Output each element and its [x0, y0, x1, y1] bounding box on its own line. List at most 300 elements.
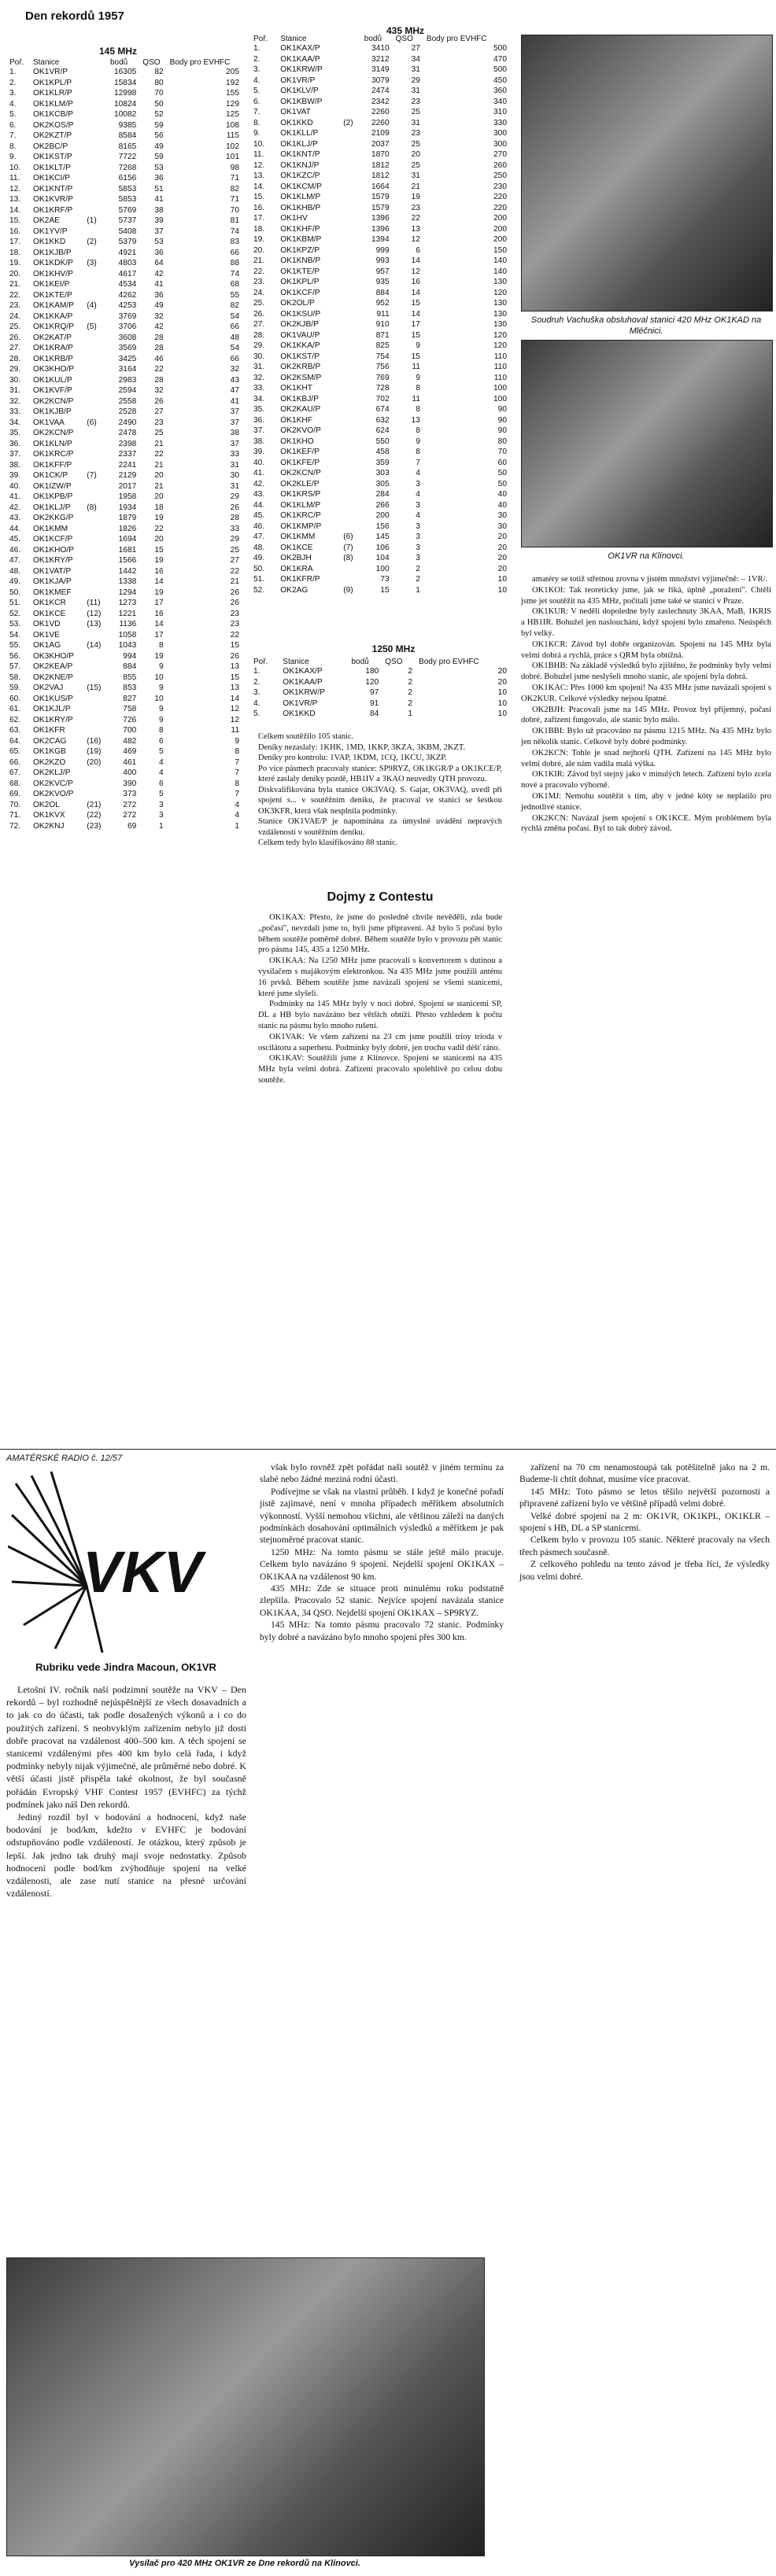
- table-cell: 624: [375, 426, 390, 435]
- table-cell: 952: [375, 299, 390, 308]
- table-cell: 1870: [371, 150, 390, 159]
- table-cell: 34.: [253, 394, 265, 404]
- table-cell: 68.: [9, 779, 21, 788]
- table-cell: (13): [87, 620, 102, 628]
- table-cell: 110: [493, 373, 507, 382]
- table-cell: [340, 256, 361, 267]
- table-cell: 6: [416, 245, 420, 255]
- table-cell: 29: [230, 492, 239, 501]
- table-cell: [340, 64, 361, 76]
- table-cell: 156: [375, 521, 390, 531]
- table-cell: 73: [380, 575, 390, 584]
- table-cell: 3410: [371, 44, 390, 53]
- table-cell: 1.: [253, 667, 261, 676]
- table-cell: [83, 290, 107, 301]
- table-cell: 200: [493, 235, 507, 244]
- table-cell: 2260: [371, 108, 390, 116]
- table-cell: OK3KHO/P: [32, 651, 75, 661]
- table-cell: OK1KCE: [32, 609, 66, 618]
- table-cell: 360: [493, 87, 507, 95]
- table-cell: 4: [235, 811, 239, 820]
- table-cell: 27: [230, 556, 239, 565]
- table-cell: OK1KHF/P: [280, 224, 320, 234]
- table-cell: OK2KZT/P: [32, 131, 72, 140]
- table-row: [250, 553, 510, 564]
- table-cell: 2558: [118, 396, 137, 406]
- table-cell: 49.: [9, 577, 21, 586]
- table-cell: 53: [154, 163, 164, 172]
- table-cell: 1812: [371, 171, 390, 180]
- table-cell: 13: [411, 224, 420, 234]
- table-cell: 71: [230, 195, 239, 204]
- table-cell: 21.: [253, 256, 265, 265]
- table-cell: 300: [493, 139, 507, 149]
- table-cell: [83, 109, 107, 120]
- table-cell: OK1VAT/P: [32, 566, 72, 576]
- table-cell: 1826: [118, 524, 137, 533]
- table-cell: OK2OL/P: [280, 299, 315, 308]
- table-cell: 57.: [9, 662, 21, 671]
- table-cell: 37.: [253, 426, 265, 435]
- table-cell: 52: [154, 110, 164, 119]
- table-cell: 9: [159, 715, 164, 724]
- table-cell: 1: [416, 585, 420, 595]
- table-row: [6, 789, 242, 800]
- table-cell: 12: [411, 235, 420, 244]
- paragraph: OK1VAK: Ve všem zařízení na 23 cm jsme použili trioy trioda v oscilátoru a superhetu. Podmínky byly dobré, jen trochu vadil déšť ráno.: [258, 1032, 502, 1052]
- table-cell: 9385: [118, 120, 137, 130]
- table-cell: [340, 458, 361, 469]
- table-cell: 266: [375, 500, 390, 510]
- table-row: [6, 630, 242, 641]
- table-row: [6, 524, 242, 535]
- table-cell: [83, 354, 107, 365]
- table-cell: 2.: [253, 54, 261, 64]
- table-cell: [83, 78, 107, 89]
- table-row: [6, 311, 242, 322]
- table-cell: 53.: [9, 620, 21, 628]
- table-row: [250, 277, 510, 288]
- table-row: [250, 171, 510, 182]
- table-cell: OK1VAU/P: [280, 330, 320, 340]
- table-cell: 3769: [118, 311, 137, 321]
- table-cell: [340, 160, 361, 171]
- table-cell: 3608: [118, 333, 137, 342]
- table-row: [6, 503, 242, 514]
- table-cell: 1879: [118, 514, 137, 522]
- table-cell: 11.: [9, 174, 20, 182]
- table-cell: 2.: [9, 78, 17, 87]
- table-cell: 2109: [371, 129, 390, 138]
- table-cell: 12: [230, 705, 239, 713]
- table-cell: 1058: [118, 630, 137, 639]
- table-cell: 18: [154, 503, 164, 512]
- table-cell: 16.: [253, 203, 265, 212]
- table-cell: 3: [416, 479, 420, 488]
- table-row: [250, 564, 510, 575]
- table-row: [6, 725, 242, 736]
- table-cell: 6: [159, 736, 164, 746]
- paragraph: Podívejme se však na vlastní průběh. I když je konečné pořadí jistě zajímavé, není v mnoha případech měřítkem absolutních výkonností. Vyšší nemohou všichni, ale většinou záleží na daných podmínkách dosahování optimálních výsledků a měřítkem je pak stejnoměrné pracovat stanic.: [260, 1486, 504, 1546]
- table-cell: [340, 245, 361, 256]
- table-cell: OK1KHB/P: [280, 203, 321, 212]
- table-cell: 55: [230, 290, 239, 300]
- table-cell: 66: [230, 354, 239, 363]
- table-cell: 31: [411, 118, 420, 127]
- table-cell: [83, 768, 107, 779]
- table-row: [6, 194, 242, 205]
- table-cell: 230: [493, 182, 507, 191]
- table-cell: OK1KHO/P: [32, 545, 75, 555]
- table-cell: 42: [154, 269, 164, 278]
- table-cell: 1136: [119, 620, 137, 628]
- table-cell: 11.: [253, 150, 264, 159]
- table-row: [250, 532, 510, 543]
- table-cell: 10: [154, 694, 164, 703]
- table-cell: 9: [159, 662, 164, 671]
- table-cell: 31.: [9, 386, 21, 395]
- table-cell: [83, 524, 107, 535]
- table-cell: 14: [411, 309, 420, 319]
- table-row: [6, 248, 242, 259]
- table-cell: 40: [497, 500, 507, 510]
- table-cell: 69: [127, 821, 137, 831]
- table-cell: 8.: [253, 118, 261, 127]
- table-cell: 5408: [118, 227, 137, 236]
- table-cell: 11: [231, 726, 239, 735]
- table-row: [6, 662, 242, 673]
- table-cell: 21: [154, 460, 164, 470]
- table-cell: [83, 428, 107, 439]
- table-cell: OK1KCM/P: [280, 182, 322, 191]
- table-cell: 46: [154, 354, 164, 363]
- table-cell: [83, 662, 107, 673]
- table-cell: 1664: [371, 182, 390, 191]
- table-cell: 24.: [9, 311, 21, 321]
- table-row: [6, 534, 242, 545]
- table-cell: 1: [235, 821, 239, 831]
- paragraph: však bylo rovněž zpět pořádat naši soutěž v jiném termínu za slabé nebo žádné meziná rodní účasti.: [260, 1462, 504, 1485]
- table-cell: [83, 173, 107, 184]
- table-cell: 19.: [9, 259, 21, 267]
- table-cell: 3706: [118, 322, 137, 331]
- table-cell: 4803: [118, 259, 137, 267]
- paragraph: OK1MJ: Nemohu soutěžit s tím, aby v jedné kóty se neplatilo pro jednotlivé stanice.: [521, 791, 771, 812]
- table-cell: 2: [408, 688, 413, 697]
- table-cell: 270: [493, 150, 507, 159]
- table-row: [250, 160, 510, 171]
- table-cell: 8: [159, 726, 164, 735]
- table-cell: 728: [375, 384, 390, 392]
- table-cell: 2478: [118, 429, 137, 437]
- paragraph: OK2KCN: Navázal jsem spojení s OK1KCE. Mým problémem byla rychlá změna počasí. Byl to tak dobrý závod.: [521, 813, 771, 834]
- table-cell: OK1KLJ/P: [280, 139, 318, 149]
- table-cell: (19): [87, 747, 102, 756]
- table-cell: 5.: [253, 709, 261, 718]
- table-row: [250, 43, 510, 54]
- table-cell: (21): [87, 800, 102, 809]
- table-row: [250, 76, 510, 87]
- table-cell: OK1KRB/P: [32, 354, 73, 363]
- table-cell: OK2KLE/P: [280, 479, 320, 488]
- table-cell: OK1KLM/P: [280, 500, 321, 510]
- table-cell: 26.: [9, 333, 21, 342]
- column-header: Stanice: [283, 658, 309, 666]
- table-cell: 15834: [113, 78, 137, 87]
- table-cell: 61.: [9, 705, 21, 713]
- table-cell: 100: [493, 384, 507, 392]
- table-cell: [83, 227, 107, 238]
- table-cell: 330: [493, 118, 507, 127]
- table-cell: 37: [230, 418, 239, 427]
- table-cell: 4: [416, 469, 420, 477]
- table-cell: [83, 789, 107, 800]
- table-cell: 700: [123, 726, 137, 735]
- table-cell: 22: [154, 365, 164, 374]
- table-cell: (6): [87, 418, 97, 427]
- table-row: [250, 213, 510, 224]
- table-cell: 10: [154, 673, 164, 682]
- table-cell: [340, 341, 361, 352]
- table-cell: 3: [416, 543, 420, 552]
- table-cell: [83, 694, 107, 705]
- table-cell: 66: [230, 322, 239, 331]
- table-cell: 42.: [9, 503, 21, 512]
- table-cell: 13.: [9, 195, 21, 204]
- table-cell: 50: [497, 469, 507, 477]
- table-cell: [83, 725, 107, 736]
- table-cell: 23: [411, 97, 420, 106]
- paragraph: OK1KUR: V neděli dopoledne byly zaslechnuty 3KAA, MaB, 1KRIS a HB1IR. Bohužel jen naslouchání, když spojení bylo zmařeno. Neúspěch byl velký.: [521, 607, 771, 638]
- table-row: [250, 362, 510, 373]
- table-cell: OK1KSU/P: [280, 309, 321, 319]
- table-cell: 12998: [113, 89, 137, 98]
- table-row: [6, 715, 242, 726]
- table-cell: 400: [123, 768, 137, 777]
- table-cell: OK1KLT/P: [32, 163, 71, 172]
- table-cell: OK1IZW/P: [32, 481, 72, 491]
- table-cell: 28: [230, 514, 239, 522]
- bottom-column-3: [519, 1461, 770, 1583]
- table-cell: 72.: [9, 821, 21, 831]
- table-cell: 17.: [9, 238, 21, 246]
- table-cell: 4.: [253, 698, 261, 708]
- table-cell: 65.: [9, 747, 21, 756]
- table-cell: 5: [159, 790, 164, 798]
- table-cell: 37: [154, 227, 164, 236]
- table-row: [6, 800, 242, 811]
- table-cell: 37.: [9, 450, 21, 459]
- table-1250: [250, 658, 510, 720]
- paragraph: OK1KCR: Závod byl dobře organizován. Spojení na 145 MHz byla velmi dobrá a rychlá, práce s QRM byla obtížná.: [521, 639, 771, 660]
- table-cell: 21: [230, 577, 239, 586]
- table-cell: OK1KAA/P: [280, 54, 320, 64]
- table-row: [250, 298, 510, 309]
- table-row: [6, 333, 242, 344]
- column-header: QSO: [142, 58, 161, 67]
- table-cell: 43.: [9, 514, 21, 522]
- table-cell: [340, 319, 361, 330]
- table-cell: 1043: [118, 641, 137, 650]
- table-row: [6, 428, 242, 439]
- table-cell: 35.: [253, 405, 265, 414]
- table-cell: OK1KFE/P: [280, 458, 320, 467]
- table-cell: 43.: [253, 490, 265, 499]
- table-row: [250, 426, 510, 437]
- table-cell: [83, 566, 107, 577]
- table-row: [6, 449, 242, 460]
- table-cell: OK1KEI/P: [32, 280, 70, 289]
- table-cell: OK2KKG/P: [32, 514, 74, 522]
- column-header: [340, 35, 361, 43]
- table-cell: 35.: [9, 429, 21, 437]
- table-cell: 10.: [9, 163, 21, 172]
- table-cell: OK1KPB/P: [32, 492, 73, 501]
- table-cell: 36.: [9, 439, 21, 448]
- table-row: [250, 383, 510, 394]
- table-cell: 74: [230, 227, 239, 236]
- column-header: bodů: [364, 35, 382, 43]
- table-cell: 14: [154, 620, 164, 628]
- table-cell: 90: [497, 405, 507, 414]
- paragraph: OK1KAA: Na 1250 MHz jsme pracovali s konvertorem s dutinou a vysílačem s majákovým elektronkou. Na 435 MHz jsme použili anténu 16 prvků. Během soutěže jsme navázali spojení se všemi stanicemi, které jsme slyšeli.: [258, 956, 502, 998]
- table-cell: 7722: [118, 153, 137, 161]
- table-cell: 13: [230, 684, 239, 692]
- table-cell: OK1KHV/P: [32, 269, 73, 278]
- contest-text: [258, 912, 502, 1086]
- table-cell: 39.: [253, 448, 265, 456]
- table-cell: 2594: [118, 386, 137, 395]
- table-cell: (11): [87, 599, 101, 607]
- table-cell: 5853: [118, 195, 137, 204]
- table-435: [250, 35, 510, 595]
- table-cell: 373: [123, 790, 137, 798]
- table-cell: 3212: [371, 54, 390, 64]
- table-cell: 41: [154, 280, 164, 289]
- paragraph: OK1BBI: Bylo už pracováno na pásmu 1215 MHz. Na 435 MHz bylo jen několik stanic. Celkově byly dobré podmínky.: [521, 727, 771, 746]
- table-cell: 97: [369, 688, 379, 697]
- table-cell: [83, 715, 107, 726]
- table-cell: 74: [230, 269, 239, 278]
- table-cell: 935: [375, 278, 390, 286]
- table-cell: 64.: [9, 736, 21, 746]
- photo-420mhz-transmitter: [6, 2257, 485, 2556]
- table-cell: 2474: [371, 87, 390, 95]
- table-cell: [83, 492, 107, 503]
- table-cell: 130: [493, 320, 507, 329]
- table-cell: 7.: [253, 108, 261, 116]
- table-row: [6, 385, 242, 396]
- table-cell: 999: [375, 245, 390, 255]
- table-cell: 130: [493, 299, 507, 308]
- table-row: [250, 234, 510, 245]
- table-cell: 7: [416, 458, 420, 467]
- magazine-header: AMATÉRSKÉ RADIO č. 12/57: [6, 1454, 123, 1463]
- table-cell: 120: [493, 288, 507, 297]
- table-cell: 14: [411, 256, 420, 265]
- table-cell: (4): [87, 301, 97, 310]
- table-cell: 200: [375, 511, 390, 520]
- table-cell: 66: [230, 248, 239, 257]
- table-cell: 36: [154, 248, 164, 257]
- table-cell: OK1CK/P: [32, 471, 68, 480]
- table-row: [250, 709, 510, 720]
- table-row: [6, 152, 242, 163]
- table-cell: 110: [493, 352, 507, 361]
- table-cell: (9): [343, 585, 353, 595]
- table-cell: 5737: [118, 216, 137, 225]
- table-cell: OK2KCN/P: [280, 469, 321, 477]
- table-cell: [340, 234, 361, 245]
- table-cell: OK1KAX/P: [283, 667, 323, 676]
- table-cell: 59: [154, 120, 164, 130]
- table-row: [250, 192, 510, 203]
- table-cell: 756: [375, 363, 390, 371]
- table-cell: 16.: [9, 227, 21, 236]
- table-cell: 250: [493, 171, 507, 180]
- table-cell: 101: [226, 153, 239, 161]
- table-row: [6, 779, 242, 790]
- table-cell: 8: [416, 384, 420, 392]
- table-cell: OK1VAA: [32, 418, 65, 427]
- paragraph: Velké dobré spojení na 2 m: OK1VR, OK1KPL, OK1KLR – spojení s HB, DL a SP stanicemi.: [519, 1510, 770, 1534]
- table-cell: 1.: [253, 44, 261, 53]
- table-cell: 58.: [9, 673, 21, 682]
- table-cell: 20: [154, 492, 164, 501]
- table-cell: 20: [497, 543, 507, 552]
- table-cell: 10: [497, 698, 507, 708]
- table-cell: 120: [365, 677, 379, 687]
- table-cell: 22: [230, 566, 239, 576]
- table-cell: 994: [123, 651, 137, 661]
- table-cell: [83, 142, 107, 153]
- table-row: [6, 131, 242, 142]
- table-row: [6, 343, 242, 354]
- table-cell: 30: [230, 471, 239, 480]
- table-cell: 26.: [253, 309, 265, 319]
- table-cell: 2342: [371, 97, 390, 106]
- table-cell: (20): [87, 757, 102, 767]
- table-row: [250, 107, 510, 118]
- table-cell: OK1KCB/P: [32, 110, 73, 119]
- table-cell: 1681: [118, 545, 137, 555]
- table-cell: 14.: [253, 182, 265, 191]
- table-cell: 2: [408, 677, 413, 687]
- table-cell: [83, 375, 107, 386]
- table-row: [6, 396, 242, 407]
- table-cell: 44.: [9, 524, 21, 533]
- table-cell: [83, 184, 107, 195]
- table-cell: 69.: [9, 790, 21, 798]
- table-cell: 59: [154, 153, 164, 161]
- table-cell: [340, 426, 361, 437]
- table-cell: 45.: [9, 535, 21, 544]
- table-cell: OK1KJB/P: [32, 248, 72, 257]
- table-row: [6, 205, 242, 216]
- table-cell: 36: [154, 290, 164, 300]
- table-cell: 38: [154, 205, 164, 215]
- table-cell: 30.: [253, 352, 265, 361]
- table-row: [6, 142, 242, 153]
- table-row: [250, 245, 510, 256]
- table-cell: 49.: [253, 554, 265, 562]
- table-cell: (14): [87, 641, 102, 650]
- table-cell: OK1AG: [32, 641, 61, 650]
- paragraph: Jediný rozdíl byl v bodování a hodnocení, když naše bodování je bod/km, kdežto v EVHFC je bodování odstupňováno podle vzdáleností. Je otázkou, který způsob je lepší. Jak jedno tak druhý mají svoje nedostatky. Způsob hodnocení podle bod/km zvýhodňuje spojení na velké vzdálenosti, ale zase nutí stanice na přesné určování vzdáleností.: [6, 1811, 246, 1900]
- table-row: [6, 279, 242, 290]
- table-cell: 22.: [9, 290, 21, 300]
- table-cell: [83, 99, 107, 110]
